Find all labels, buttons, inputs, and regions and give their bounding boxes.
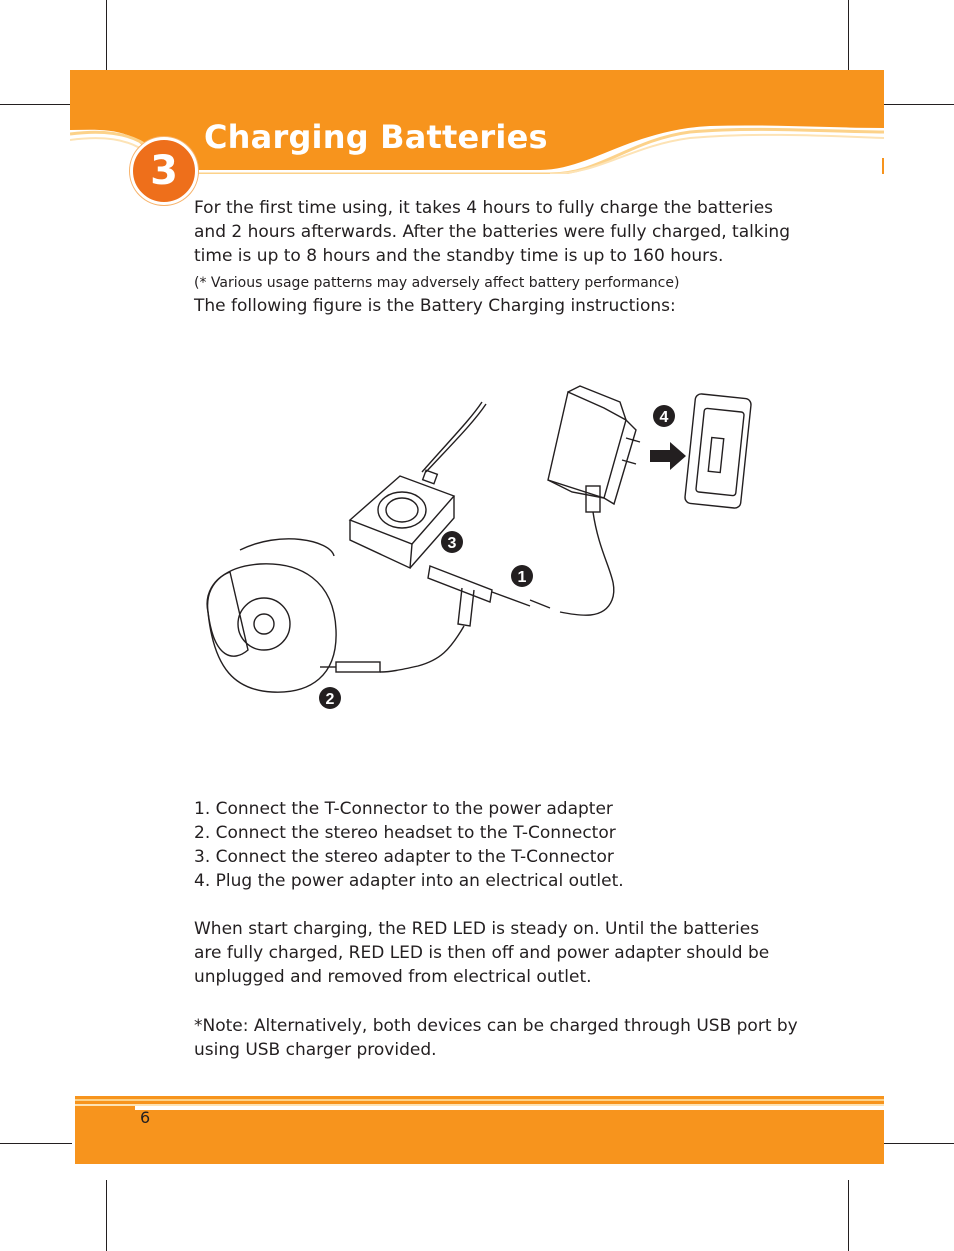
crop-mark <box>848 0 849 72</box>
section-number-badge: 3 <box>130 137 198 205</box>
footer-band <box>75 1096 884 1164</box>
crop-mark <box>106 0 107 72</box>
figure-caption: The following figure is the Battery Charging instructions: <box>194 296 676 316</box>
svg-text:2: 2 <box>325 691 335 708</box>
crop-mark <box>882 1143 954 1144</box>
callout-1 <box>511 565 533 587</box>
led-text: unplugged and removed from electrical outlet. <box>194 967 592 987</box>
svg-text:1: 1 <box>517 569 527 586</box>
crop-mark <box>882 104 954 105</box>
crop-mark <box>0 104 72 105</box>
led-text: are fully charged, RED LED is then off and power adapter should be <box>194 943 770 963</box>
crop-mark <box>106 1180 107 1251</box>
usb-note: using USB charger provided. <box>194 1040 437 1060</box>
intro-line: time is up to 8 hours and the standby time is up to 160 hours. <box>194 246 724 266</box>
crop-mark <box>848 1180 849 1251</box>
callout-3 <box>441 531 463 553</box>
step-item: 4. Plug the power adapter into an electrical outlet. <box>194 871 624 891</box>
charging-diagram <box>200 380 760 720</box>
step-item: 3. Connect the stereo adapter to the T-Connector <box>194 847 614 867</box>
svg-text:4: 4 <box>659 409 669 426</box>
intro-line: and 2 hours afterwards. After the batteries were fully charged, talking <box>194 222 790 242</box>
steps-list <box>194 797 624 893</box>
step-item: 2. Connect the stereo headset to the T-Connector <box>194 823 616 843</box>
intro-line: For the first time using, it takes 4 hours to fully charge the batteries <box>194 198 774 218</box>
crop-mark <box>0 1143 72 1144</box>
battery-note: (* Various usage patterns may adversely affect battery performance) <box>194 275 680 291</box>
led-text: When start charging, the RED LED is steady on. Until the batteries <box>194 919 760 939</box>
usb-note: *Note: Alternatively, both devices can be charged through USB port by <box>194 1016 798 1036</box>
svg-text:3: 3 <box>447 535 457 552</box>
callout-4 <box>653 405 675 427</box>
page-title: Charging Batteries <box>204 118 548 156</box>
callout-2 <box>319 687 341 709</box>
page-number: 6 <box>140 1108 151 1127</box>
step-item: 1. Connect the T-Connector to the power adapter <box>194 799 613 819</box>
